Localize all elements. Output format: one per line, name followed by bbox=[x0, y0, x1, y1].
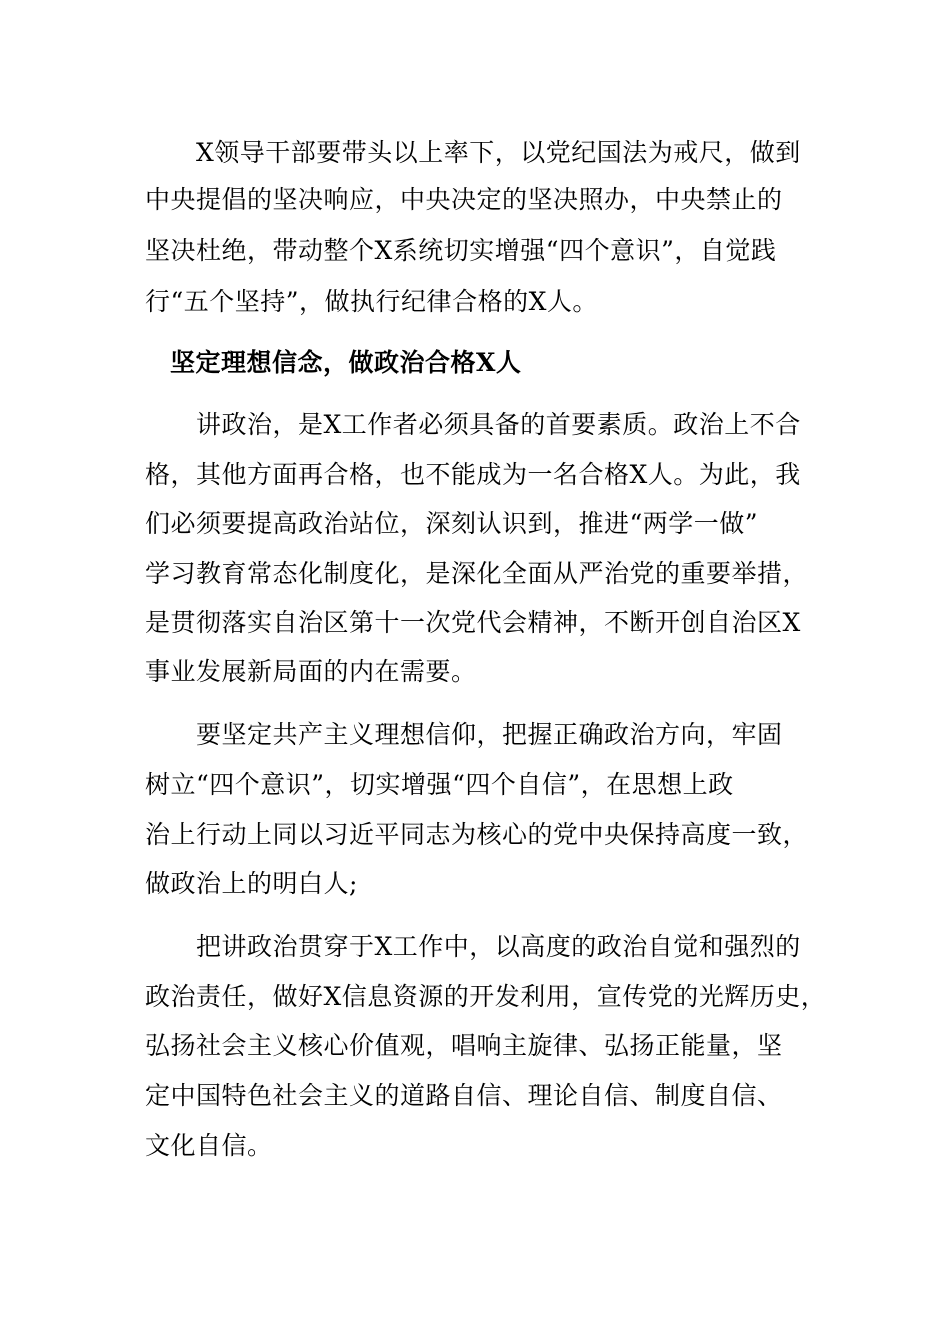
paragraph-2-line-2: 格，其他方面再合格，也不能成为一名合格X人。为此，我 bbox=[145, 460, 801, 489]
paragraph-3-line-2: 树立“四个意识”，切实增强“四个自信”，在思想上政 bbox=[145, 770, 734, 799]
paragraph-1-line-3: 坚决杜绝，带动整个X系统切实增强“四个意识”，自觉践 bbox=[145, 236, 777, 265]
paragraph-1-line-2: 中央提倡的坚决响应，中央决定的坚决照办，中央禁止的 bbox=[145, 185, 783, 214]
paragraph-4-line-1: 把讲政治贯穿于X工作中，以高度的政治自觉和强烈的 bbox=[196, 932, 801, 961]
paragraph-2-line-6: 事业发展新局面的内在需要。 bbox=[145, 657, 477, 686]
paragraph-2-line-4: 学习教育常态化制度化，是深化全面从严治党的重要举措， bbox=[145, 559, 809, 588]
section-heading: 坚定理想信念，做政治合格X人 bbox=[170, 348, 522, 377]
paragraph-3-line-4: 做政治上的明白人; bbox=[145, 869, 358, 898]
paragraph-3-line-3: 治上行动上同以习近平同志为核心的党中央保持高度一致， bbox=[145, 820, 809, 849]
paragraph-1-line-4: 行“五个坚持”，做执行纪律合格的X人。 bbox=[145, 287, 598, 316]
paragraph-2-line-3: 们必须要提高政治站位，深刻认识到，推进“两学一做” bbox=[145, 509, 759, 538]
paragraph-1-line-1: X领导干部要带头以上率下，以党纪国法为戒尺，做到 bbox=[196, 138, 801, 167]
paragraph-4-line-4: 定中国特色社会主义的道路自信、理论自信、制度自信、 bbox=[145, 1081, 783, 1110]
paragraph-2-line-5: 是贯彻落实自治区第十一次党代会精神，不断开创自治区X bbox=[145, 608, 801, 637]
paragraph-4-line-3: 弘扬社会主义核心价值观，唱响主旋律、弘扬正能量，坚 bbox=[145, 1031, 783, 1060]
paragraph-4-line-5: 文化自信。 bbox=[145, 1131, 273, 1160]
paragraph-4-line-2: 政治责任，做好X信息资源的开发利用，宣传党的光辉历史， bbox=[145, 982, 827, 1011]
paragraph-3-line-1: 要坚定共产主义理想信仰，把握正确政治方向，牢固 bbox=[196, 720, 783, 749]
paragraph-2-line-1: 讲政治，是X工作者必须具备的首要素质。政治上不合 bbox=[196, 410, 801, 439]
